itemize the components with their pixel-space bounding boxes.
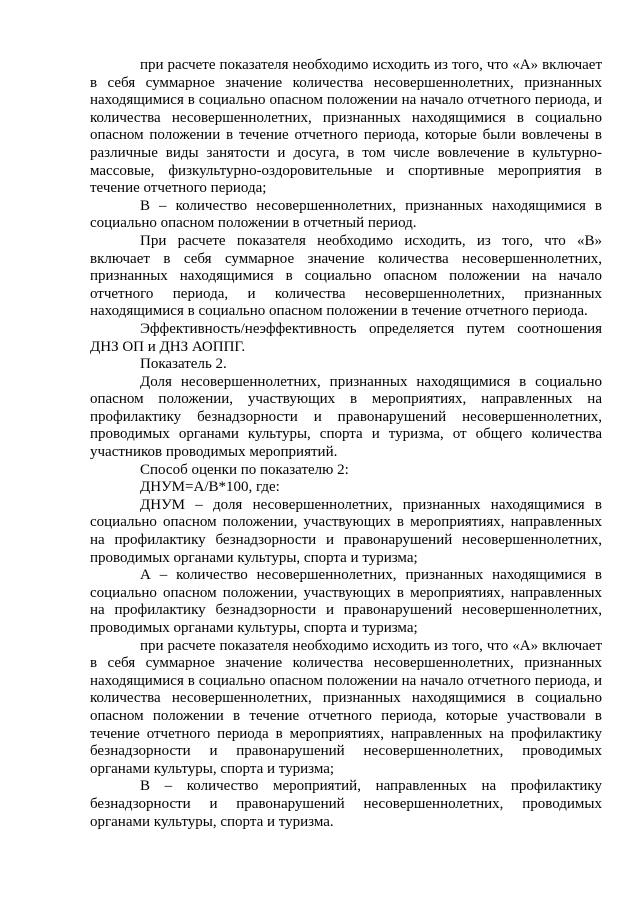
paragraph-dnum-definition: ДНУМ – доля несовершеннолетних, признанных находящимися в социально опасном положении, участвующих в мероприятиях, направленных на профилактику безнадзорности и правонарушений несовершеннолетних, проводимых органами культуры, спорта и туризма; xyxy=(90,496,602,566)
paragraph-indicator-2-a-note: при расчете показателя необходимо исходить из того, что «А» включает в себя суммарное значение количества несовершеннолетних, признанных находящимися в социально опасном положении на начало отчетного периода, и количества несовершеннолетних, признанных находящимися в социально опасном положении в течение отчетного периода, которые участвовали в течение отчетного периода в мероприятиях, направленных на профилактику безнадзорности и правонарушений несовершеннолетних, проводимых органами культуры, спорта и туризма; xyxy=(90,637,602,777)
paragraph-indicator-1-a-note: при расчете показателя необходимо исходить из того, что «А» включает в себя суммарное значение количества несовершеннолетних, признанных находящимися в социально опасном положении на начало отчетного периода, и количества несовершеннолетних, признанных находящимися в социально опасном положении в течение отчетного периода, которые были вовлечены в различные виды занятости и досуга, в том числе вовлечение в культурно-массовые, физкультурно-оздоровительные и спортивные мероприятия в течение отчетного периода; xyxy=(90,57,602,197)
indicator-2-method-heading: Способ оценки по показателю 2: xyxy=(140,461,349,478)
paragraph-indicator-2-b-definition: В – количество мероприятий, направленных на профилактику безнадзорности и правонарушений несовершеннолетних, проводимых органами культуры, спорта и туризма. xyxy=(90,778,602,830)
document-page xyxy=(90,57,602,831)
paragraph-indicator-2-a-definition: А – количество несовершеннолетних, признанных находящимися в социально опасном положении, участвующих в мероприятиях, направленных на профилактику безнадзорности и правонарушений несовершеннолетних, проводимых органами культуры, спорта и туризма; xyxy=(90,567,602,636)
paragraph-indicator-1-b-definition: В – количество несовершеннолетних, признанных находящимися в социально опасном положении в отчетный период. xyxy=(90,197,602,232)
paragraph-indicator-1-b-note: При расчете показателя необходимо исходить, из того, что «В» включает в себя суммарное значение количества несовершеннолетних, признанных находящимися в социально опасном положении на начало отчетного периода, и количества несовершеннолетних, признанных находящимися в социально опасном положении в течение отчетного периода. xyxy=(90,232,602,320)
indicator-2-formula: ДНУМ=А/В*100, где: xyxy=(140,479,280,496)
paragraph-efficiency-rule: Эффективность/неэффективность определяется путем соотношения ДНЗ ОП и ДНЗ АОППГ. xyxy=(90,320,602,355)
indicator-2-heading: Показатель 2. xyxy=(140,356,227,373)
paragraph-indicator-2-description: Доля несовершеннолетних, признанных находящимися в социально опасном положении, участвующих в мероприятиях, направленных на профилактику безнадзорности и правонарушений несовершеннолетних, проводимых органами культуры, спорта и туризма, от общего количества участников проводимых мероприятий. xyxy=(90,373,602,461)
